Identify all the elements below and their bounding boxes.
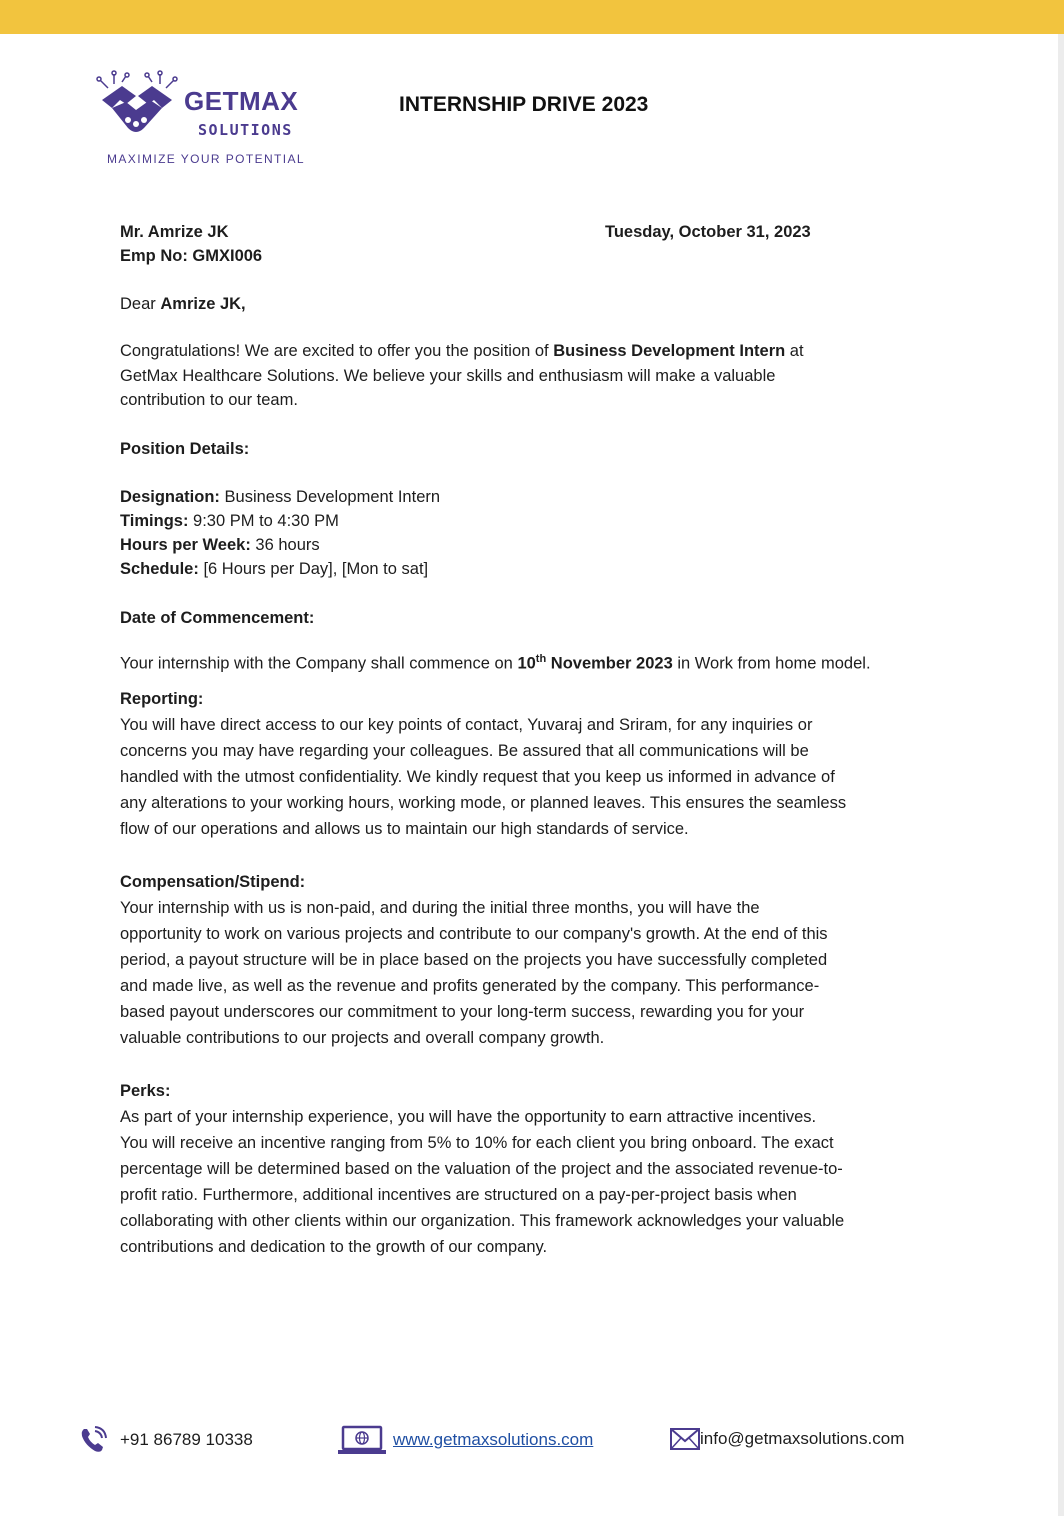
detail-label: Timings: [120,512,189,530]
phone-number: +91 86789 10338 [120,1430,253,1449]
intro-line-2: GetMax Healthcare Solutions. We believe your skills and enthusiasm will make a valuable [120,366,776,385]
perks-heading: Perks: [120,1082,171,1100]
letter-date: Tuesday, October 31, 2023 [605,223,811,241]
position-details-list [120,485,960,581]
intro-text: Congratulations! We are excited to offer you the position of [120,342,554,360]
reporting-line: any alterations to your working hours, working mode, or planned leaves. This ensures the seamless [120,794,847,812]
greeting-prefix: Dear [120,295,161,313]
intro-paragraph [120,339,960,413]
commencement-heading: Date of Commencement: [120,609,315,627]
compensation-line: Your internship with us is non-paid, and during the initial three months, you will have the [120,899,760,917]
greeting-name: Amrize JK, [160,295,246,313]
reporting-paragraph [120,712,960,842]
greeting [120,291,246,317]
employee-number: Emp No: GMXI006 [120,247,263,265]
perks-line: As part of your internship experience, you will have the opportunity to earn attractive incentives. [120,1108,817,1126]
page-edge [1058,34,1064,1516]
phone-icon [78,1425,108,1455]
compensation-paragraph [120,895,960,1051]
compensation-line: based payout underscores our commitment to your long-term success, rewarding you for your [120,1003,805,1021]
handshake-logo-icon [92,70,182,142]
detail-value: [6 Hours per Day], [Mon to sat] [198,560,429,578]
perks-line: You will receive an incentive ranging from 5% to 10% for each client you bring onboard. The exact [120,1134,834,1152]
detail-schedule [120,557,960,581]
compensation-heading: Compensation/Stipend: [120,873,306,891]
perks-line: percentage will be determined based on the valuation of the project and the associated revenue-to- [120,1160,843,1178]
detail-label: Designation: [120,488,220,506]
commencement-day: 10 [517,654,536,673]
logo-name: GETMAX [184,86,299,116]
compensation-line: and made live, as well as the revenue and profits generated by the company. This performance- [120,977,820,995]
footer-email [670,1425,904,1453]
reporting-heading: Reporting: [120,690,204,708]
intro-position: Business Development Intern [553,342,786,360]
detail-value: 9:30 PM to 4:30 PM [188,512,339,530]
perks-line: contributions and dedication to the growth of our company. [120,1238,548,1256]
footer-website[interactable] [338,1425,593,1455]
detail-label: Schedule: [120,560,199,578]
commencement-pre: Your internship with the Company shall commence on [120,654,518,673]
logo-tagline: MAXIMIZE YOUR POTENTIAL [107,152,306,166]
top-accent-bar [0,0,1064,34]
reporting-line: concerns you may have regarding your colleagues. Be assured that all communications will be [120,742,809,760]
perks-line: collaborating with other clients within our organization. This framework acknowledges your valuable [120,1212,845,1230]
website-link[interactable]: www.getmaxsolutions.com [393,1430,594,1449]
detail-value: Business Development Intern [219,488,441,506]
commencement-suffix: th [535,653,547,665]
monitor-globe-icon [338,1425,386,1455]
intro-line-1 [120,339,960,364]
compensation-line: opportunity to work on various projects and contribute to our company's growth. At the end of this [120,925,828,943]
detail-hours [120,533,960,557]
envelope-icon [670,1428,700,1450]
position-details-heading: Position Details: [120,440,250,458]
reporting-line: You will have direct access to our key points of contact, Yuvaraj and Sriram, for any inquiries or [120,716,813,734]
intro-text-end: at [785,342,804,360]
intro-line-3: contribution to our team. [120,391,298,409]
commencement-month: November 2023 [546,654,673,673]
recipient-name: Mr. Amrize JK [120,223,229,241]
perks-paragraph [120,1104,960,1260]
detail-value: 36 hours [250,536,320,554]
detail-label: Hours per Week: [120,536,251,554]
reporting-line: handled with the utmost confidentiality. We kindly request that you keep us informed in advance of [120,768,835,786]
reporting-line: flow of our operations and allows us to maintain our high standards of service. [120,820,689,838]
document-title: INTERNSHIP DRIVE 2023 [399,93,649,116]
email-address: info@getmaxsolutions.com [700,1429,905,1448]
commencement-text [120,646,871,677]
detail-timings [120,509,960,533]
perks-line: profit ratio. Furthermore, additional incentives are structured on a pay-per-project basis when [120,1186,797,1204]
logo-subtitle: SOLUTIONS [198,121,293,139]
compensation-line: period, a payout structure will be in place based on the projects you have successfully completed [120,951,828,969]
footer-phone [78,1425,253,1455]
commencement-post: in Work from home model. [672,654,871,673]
compensation-line: valuable contributions to our projects and overall company growth. [120,1029,605,1047]
detail-designation [120,485,960,509]
